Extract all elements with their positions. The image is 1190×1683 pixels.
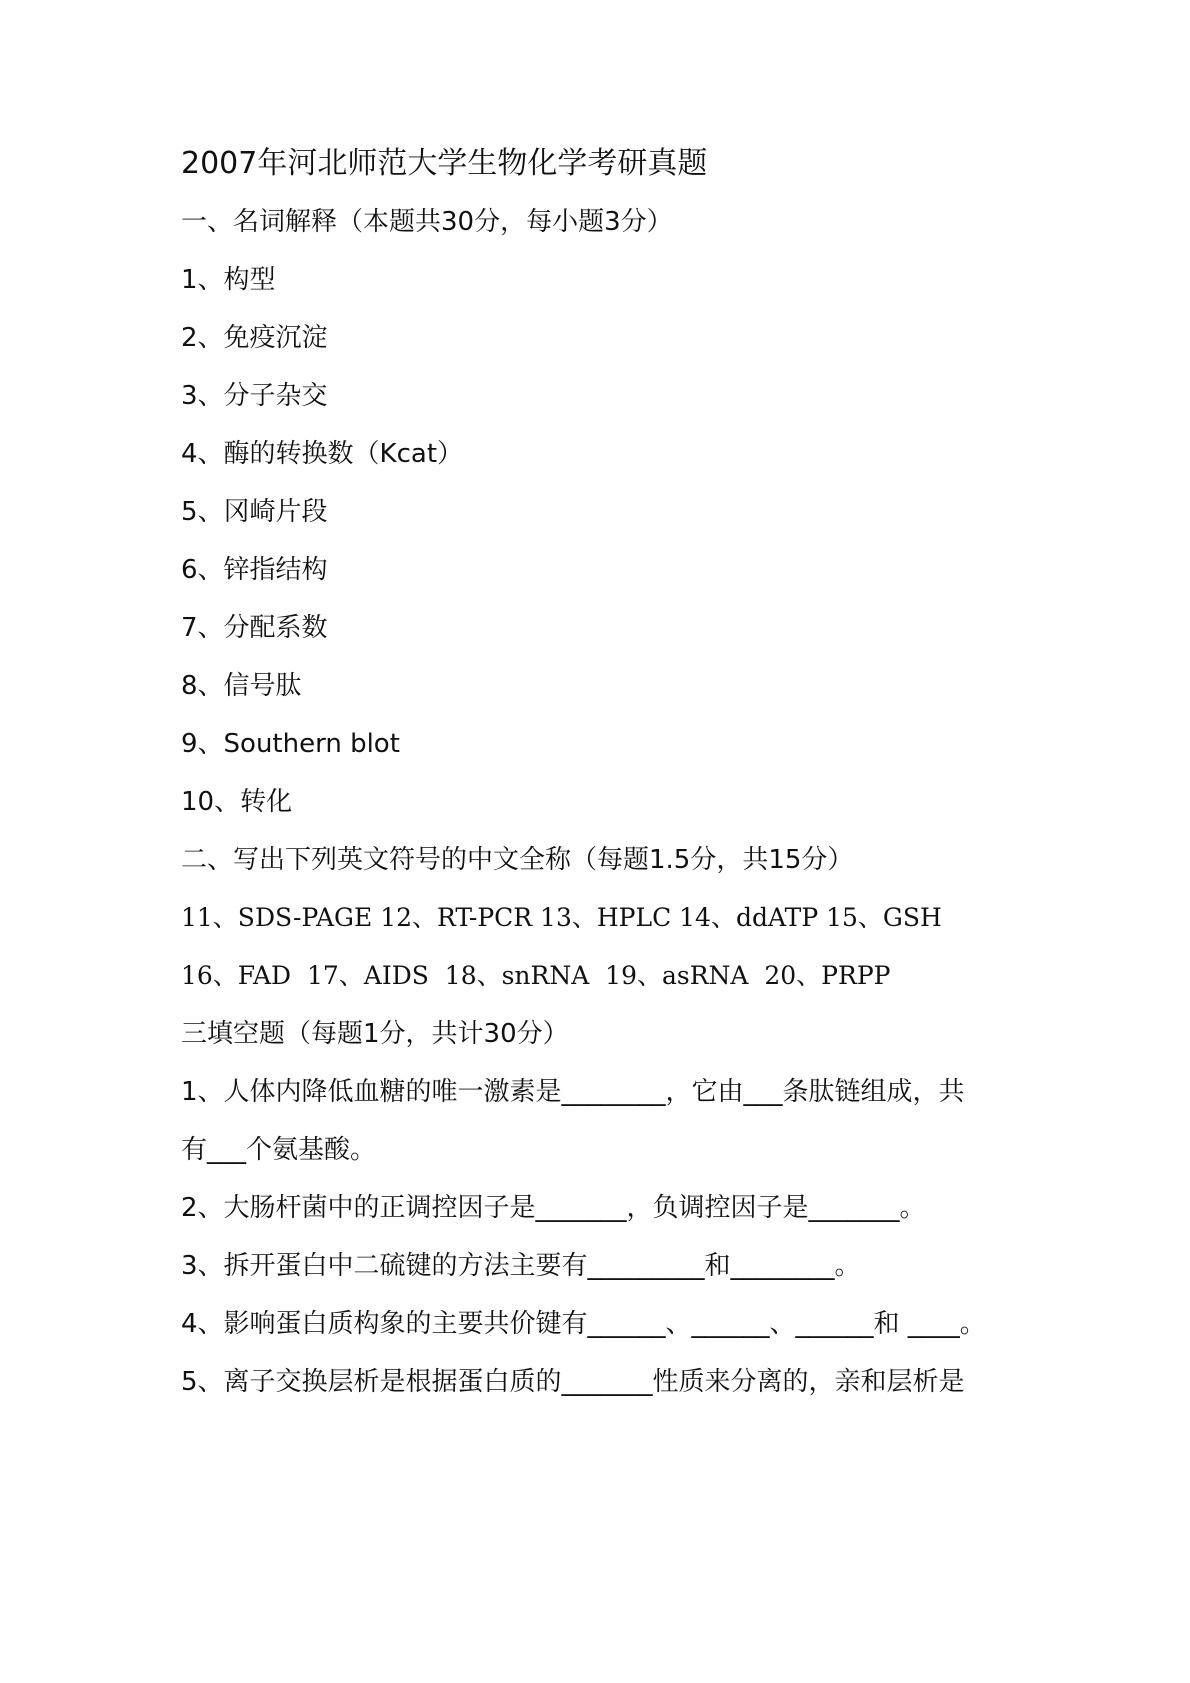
fill-question: 3、拆开蛋白中二硫键的方法主要有_________和________。: [181, 1251, 861, 1281]
term-item: 3、分子杂交: [181, 381, 328, 411]
fill-question: 5、离子交换层析是根据蛋白质的_______性质来分离的，亲和层析是: [181, 1367, 965, 1397]
fill-question: 有___个氨基酸。: [181, 1135, 377, 1165]
term-item: 5、冈崎片段: [181, 497, 328, 527]
section3-heading: 三填空题（每题1分，共计30分）: [181, 1019, 569, 1049]
term-item: 8、信号肽: [181, 671, 302, 701]
term-item: 6、锌指结构: [181, 555, 328, 585]
section1-heading: 一、名词解释（本题共30分，每小题3分）: [181, 207, 673, 237]
abbreviation-row: 11、SDS-PAGE 12、RT-PCR 13、HPLC 14、ddATP 15、GSH: [181, 903, 942, 932]
document-title: 2007年河北师范大学生物化学考研真题: [181, 146, 708, 181]
term-item: 10、转化: [181, 787, 293, 817]
term-item: 4、酶的转换数（Kcat）: [181, 439, 464, 469]
fill-question: 4、影响蛋白质构象的主要共价键有______、______、______和 ____。: [181, 1309, 986, 1339]
term-item: 9、Southern blot: [181, 729, 400, 759]
fill-question: 1、人体内降低血糖的唯一激素是________，它由___条肽链组成，共: [181, 1077, 965, 1107]
section2-heading: 二、写出下列英文符号的中文全称（每题1.5分，共15分）: [181, 845, 854, 875]
term-item: 7、分配系数: [181, 613, 328, 643]
abbreviation-row: 16、FAD 17、AIDS 18、snRNA 19、asRNA 20、PRPP: [181, 961, 891, 990]
term-item: 1、构型: [181, 265, 276, 295]
fill-question: 2、大肠杆菌中的正调控因子是_______，负调控因子是_______。: [181, 1193, 926, 1223]
term-item: 2、免疫沉淀: [181, 323, 328, 353]
